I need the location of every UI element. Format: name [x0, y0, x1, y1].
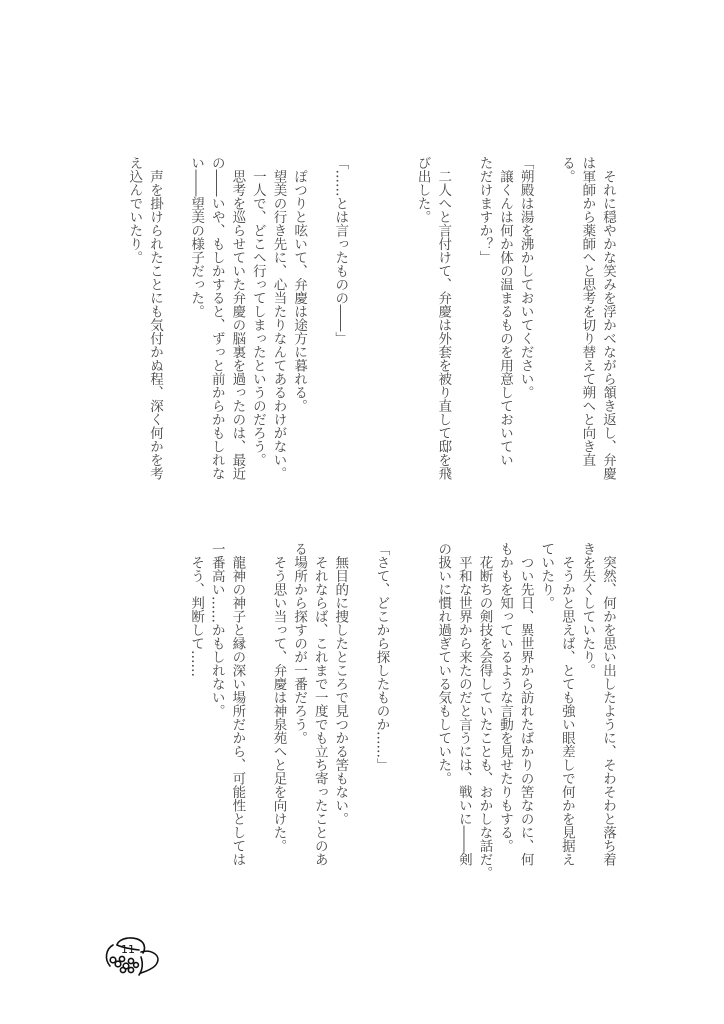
text-line: の――いや、もしかすると、ずっと前からかもしれな	[208, 156, 225, 480]
blank-line	[391, 542, 412, 868]
lower-text-block	[186, 542, 618, 880]
blank-line	[371, 156, 392, 482]
text-line: 龍神の神子と縁の深い場所だから、可能性としては	[229, 542, 246, 866]
text-line: え込んでいたり。	[126, 156, 143, 264]
text-line: 思考を巡らせていた弁慶の脳裏を過ったのは、最近	[229, 156, 246, 480]
text-line: る場所から探すのが一番だろう。	[291, 542, 308, 745]
text-line: そうかと思えば、とても強い眼差しで何かを見据え	[558, 542, 575, 866]
text-line: 声を掛けられたことにも気付かぬ程、深く何かを考	[146, 156, 163, 480]
dialogue-line: 「さて、どこから探したものか……」	[373, 542, 390, 772]
blank-line	[309, 156, 330, 482]
text-line: の扱いに慣れ過ぎている気もしていた。	[435, 542, 452, 785]
text-line: それに穏やかな笑みを浮かべながら頷き返し、弁慶	[600, 156, 616, 480]
text-line: そう、判断して……	[188, 542, 205, 677]
blank-line	[350, 156, 371, 482]
blank-line	[453, 156, 474, 482]
text-line: そう思い当って、弁慶は神泉苑へと足を向けた。	[270, 542, 287, 853]
text-line: 一番高い……かもしれない。	[208, 542, 225, 718]
blank-line	[247, 542, 268, 868]
flower-doodle-icon	[101, 933, 163, 981]
blank-line	[391, 156, 412, 482]
text-line: 平和な世界から来たのだと言うには、戦いに――剣	[455, 542, 472, 866]
text-line: もかもを知っているような言動を見せたりもする。	[497, 542, 514, 853]
text-line: び出した。	[414, 156, 431, 224]
text-line: ぽつりと呟いて、弁慶は途方に暮れる。	[291, 156, 308, 413]
blank-line	[165, 156, 186, 482]
text-line: い――望美の様子だった。	[188, 156, 205, 318]
text-line: ただけますか？」	[476, 156, 493, 264]
page-number: 11	[121, 943, 135, 956]
text-line: ていたり。	[538, 542, 555, 610]
text-line: 花断ちの剣技を会得していたことも、おかしな話だ。	[476, 542, 493, 880]
text-line: 望美の行き先に、心当たりなんてあるわけがない。	[270, 156, 287, 480]
text-line: それならば、これまで一度でも立ち寄ったことのあ	[311, 542, 328, 866]
text-line: は軍師から薬師へと思考を切り替えて朔へと向き直	[579, 156, 596, 467]
text-line: 二人へと言付けて、弁慶は外套を被り直して邸を飛	[435, 156, 452, 480]
text-line: る。	[558, 156, 575, 183]
page-number-mark	[101, 933, 163, 981]
text-line: 無目的に捜したところで見つかる筈もない。	[332, 542, 349, 826]
text-line: きを失くしていたり。	[579, 542, 596, 677]
dialogue-line: 「朔殿は湯を沸かしておいてください。	[517, 156, 534, 399]
text-line: 突然、何かを思い出したように、そわそわと落ち着	[600, 542, 616, 866]
text-line: 一人で、どこへ行ってしまったというのだろう。	[249, 156, 266, 467]
text-line: 譲くんは何か体の温まるものを用意しておいてい	[497, 156, 514, 467]
blank-line	[412, 542, 433, 868]
text-line: つい先日、異世界から訪れたばかりの筈なのに、何	[517, 542, 534, 866]
dialogue-line: 「……とは言ったものの――」	[332, 156, 349, 345]
blank-line	[536, 156, 557, 482]
upper-text-block	[124, 156, 618, 482]
blank-line	[350, 542, 371, 868]
